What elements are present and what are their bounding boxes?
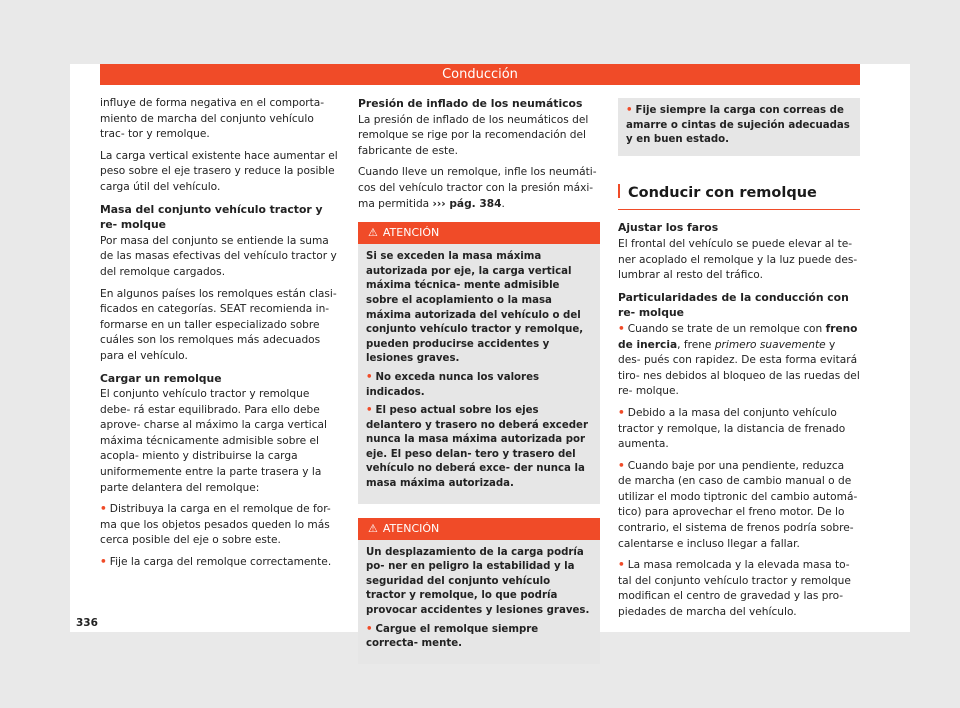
paragraph-text: Cuando lleve un remolque, infle los neumáti- cos del vehículo tractor con la presión máxi- ma permitida	[358, 166, 597, 210]
warning-triangle-icon: ⚠	[368, 226, 378, 240]
paragraph	[358, 165, 600, 212]
warning-title: ATENCIÓN	[382, 226, 440, 240]
text: y des- pués con rapidez. De esta forma evitará tiro- nes debidos al bloqueo de las ruedas del re- molque.	[618, 338, 860, 398]
warning-triangle-icon: ⚠	[368, 521, 378, 535]
list-item	[618, 459, 860, 553]
list-item	[618, 322, 860, 400]
warning-box	[358, 518, 600, 664]
list-item-text: Debido a la masa del conjunto vehículo tractor y remolque, la distancia de frenado aumenta.	[618, 406, 846, 451]
list-item	[366, 404, 592, 492]
list-item	[100, 502, 340, 549]
bullet-icon: •	[618, 459, 625, 472]
paragraph: Por masa del conjunto se entiende la suma de las masas efectivas del vehículo tractor y del remolque cargados.	[100, 234, 337, 278]
italic-text: primero suavemente	[714, 338, 826, 351]
bold-text: freno de inercia	[618, 322, 858, 351]
page-header: Conducción	[100, 64, 860, 85]
list-item-text: No exceda nunca los valores indicados.	[366, 371, 540, 398]
list-item	[100, 555, 340, 571]
subheading: Particularidades de la conducción con re- molque	[618, 290, 849, 320]
page-number: 336	[76, 617, 98, 629]
bullet-icon: •	[366, 623, 373, 635]
bullet-icon: •	[100, 503, 107, 516]
paragraph: La presión de inflado de los neumáticos del remolque se rige por la recomendación del fabricante de este.	[358, 113, 589, 157]
warning-box	[358, 222, 600, 504]
section-title-text: Conducir con remolque	[628, 184, 817, 201]
bullet-icon: •	[618, 322, 625, 335]
paragraph: La carga vertical existente hace aumentar el peso sobre el eje trasero y reduce la posible carga útil del vehículo.	[100, 149, 338, 193]
warning-text: Un desplazamiento de la carga podría po- ner en peligro la estabilidad y la seguridad del conjunto vehículo tractor y remolque, lo que podría provocar accidentes y lesiones graves.	[366, 546, 590, 617]
list-item-text: El peso actual sobre los ejes delantero y trasero no deberá exceder nunca la masa máxima autorizada por eje. El peso delan- tero y trasero del vehículo no deberá exce- der nunca la masa máxima autorizada.	[366, 405, 588, 490]
subheading: Cargar un remolque	[100, 371, 222, 385]
title-bar-icon	[618, 184, 620, 198]
list-item	[618, 558, 860, 620]
bullet-icon: •	[366, 405, 373, 417]
list-item-text: Distribuya la carga en el remolque de for- ma que los objetos pesados queden lo más cerca posible del eje o sobre este.	[100, 503, 331, 547]
list-item-text: Cargue el remolque siempre correcta- mente.	[366, 623, 539, 650]
punctuation: .	[501, 197, 505, 210]
list-item	[366, 371, 592, 400]
warning-body	[358, 540, 600, 652]
bullet-icon: •	[626, 105, 633, 116]
bullet-icon: •	[618, 406, 625, 419]
page-reference-link[interactable]: ››› pág. 384	[432, 197, 502, 210]
subheading: Masa del conjunto vehículo tractor y re- molque	[100, 202, 323, 232]
column-middle	[358, 96, 600, 664]
paragraph: El conjunto vehículo tractor y remolque debe- rá estar equilibrado. Para ello debe aprove- charse al máximo la carga vertical máxima técnicamente admisible sobre el acopla- miento y distribuirse la carga uniformemente entre la parte trasera y la parte delantera del remolque:	[100, 388, 327, 494]
list-item-text: Fije la carga del remolque correctamente.	[109, 556, 332, 569]
bullet-icon: •	[100, 556, 107, 569]
bullet-icon: •	[618, 559, 625, 572]
column-left	[100, 96, 340, 577]
warning-header	[358, 222, 600, 244]
paragraph: El frontal del vehículo se puede elevar al te- ner acoplado el remolque y la luz puede des- lumbrar al resto del tráfico.	[618, 237, 858, 282]
list-item-text: Cuando baje por una pendiente, reduzca de marcha (en caso de cambio manual o de utilizar el modo tiptronic del cambio automá- tico) para aprovechar el freno motor. De lo contrario, el sistema de frenos podría sobre- calentarse e incluso llegar a fallar.	[618, 459, 858, 550]
bullet-icon: •	[366, 371, 373, 383]
list-item-text: Fije siempre la carga con correas de amarre o cintas de sujeción adecuadas y en buen estado.	[626, 105, 850, 146]
warning-box-continued	[618, 98, 860, 156]
list-item-text: La masa remolcada y la elevada masa to- tal del conjunto vehículo tractor y remolque modifican el centro de gravedad y las pro- piedades de marcha del vehículo.	[618, 559, 851, 619]
warning-text: Si se exceden la masa máxima autorizada por eje, la carga vertical máxima técnica- mente admisible sobre el acoplamiento o la masa máxima autorizada del vehículo o del conjunto vehículo tractor y remolque, pueden producirse accidentes y lesiones graves.	[366, 251, 584, 365]
list-item	[366, 623, 592, 652]
warning-body	[358, 244, 600, 492]
subheading: Ajustar los faros	[618, 221, 719, 235]
paragraph: En algunos países los remolques están clasi- ficados en categorías. SEAT recomienda in- formarse en un taller especializado sobre cuáles son los remolques más adecuados para el vehículo.	[100, 287, 337, 362]
section-title	[618, 184, 860, 211]
warning-title: ATENCIÓN	[382, 521, 440, 535]
column-right	[618, 96, 860, 627]
text: , frene	[677, 338, 712, 351]
paragraph: influye de forma negativa en el comporta- miento de marcha del conjunto vehículo trac- tor y remolque.	[100, 97, 325, 141]
warning-header	[358, 518, 600, 540]
text: Cuando se trate de un remolque con	[627, 322, 823, 335]
subheading: Presión de inflado de los neumáticos	[358, 97, 583, 110]
list-item	[618, 406, 860, 453]
